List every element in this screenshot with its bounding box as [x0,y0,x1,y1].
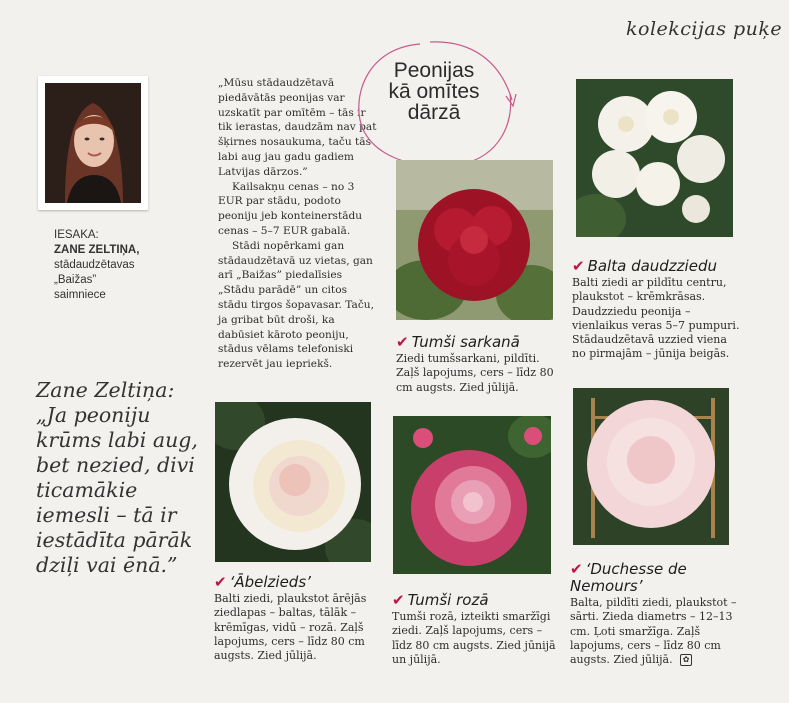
title-line-2: kā omītes [388,80,480,103]
intro-paragraph-2: Kailsakņu cenas – no 3 EUR par stādu, podoto peoniju jeb konteinerstādu cenas – 5–7 EUR gabalā. [218,180,363,237]
check-icon: ✔ [214,573,227,591]
check-icon: ✔ [396,333,409,351]
caption-duchesse [570,561,740,667]
title-line-3: dārzā [407,101,461,124]
advisor-label: IESAKA: [54,229,99,241]
caption-white-multi [572,258,742,362]
advisor-portrait [38,76,148,210]
portrait-image [45,83,141,203]
advisor-name: ZANE ZELTIŅA, [54,244,140,256]
variety-name: Tumši sarkanā [411,333,520,351]
check-icon: ✔ [392,591,405,609]
title-line-1: Peonijas [393,59,475,82]
photo-duchesse-peony [573,388,729,545]
intro-paragraph-3: Stādi nopērkami gan stādaudzētavā uz vietas, gan arī „Baižas” piedalīsies „Stādu parādē” un citos stādu tirgos šopavasar. Taču, ja gribat būt droši, ka dabūsiet kāroto peoniju, stādus vēlams telefoniski rezervēt jau iepriekš. [218,239,374,371]
photo-dark-red-peony [396,160,553,320]
variety-description: Balta, pildīti ziedi, plaukstot – sārti. Zieda diametrs – 12–13 cm. Ļoti smaržīga. Zaļš lapojums, cers – līdz 80 cm augsts. Zied jūlijā. [570,596,737,667]
variety-description: Balti ziedi ar pildītu centru, plaukstot – krēmkrāsas. Daudzziedu peonija – vienlaikus veras 5–7 pumpuri. Stādaudzētavā uzzied viena no pirmajām – jūnija beigās. [572,276,740,361]
variety-title-duchesse [570,561,740,595]
variety-title-dark-red [396,334,556,351]
caption-dark-red [396,334,556,395]
caption-dark-pink [392,592,557,667]
photo-dark-pink-peony [393,416,551,574]
variety-title-dark-pink [392,592,557,609]
quote-text: „Ja peoniju krūms labi aug, bet nezied, divi ticamākie iemesli – tā ir iestādīta pārāk dziļi vai ēnā.” [36,403,198,577]
advisor-role-3: saimniece [54,289,106,301]
intro-paragraph-1: „Mūsu stādaudzētavā piedāvātās peonijas var uzskatīt par omītēm – tās ir tik ierastas, daudzām nav pat šķirnes nosaukuma, taču tās labi aug jau gadu gadiem Latvijas dārzos.” [218,77,377,178]
quote-author: Zane Zeltiņa: [36,378,175,402]
variety-title-white-multi [572,258,742,275]
photo-white-multi-peony [576,79,733,237]
variety-name: Balta daudzziedu [587,257,717,275]
end-mark-icon: ✿ [680,654,692,666]
variety-name: ‘Ābelzieds’ [229,573,311,591]
variety-description: Balti ziedi, plaukstot ārējās ziedlapas – baltas, tālāk – krēmīgas, vidū – rozā. Zaļš lapojums, cers – līdz 80 cm augsts. Zied jūlijā. [214,592,367,663]
pull-quote [36,378,216,578]
variety-title-abelzieds [214,574,379,591]
check-icon: ✔ [572,257,585,275]
advisor-name-text: ZANE ZELTIŅA [54,244,137,256]
variety-description: Tumši rozā, izteikti smaržīgi ziedi. Zaļš lapojums, cers – līdz 80 cm augsts. Zied jūnijā un jūlijā. [392,610,556,666]
caption-abelzieds [214,574,379,663]
photo-abelzieds-peony [215,402,371,562]
variety-name: Tumši rozā [407,591,489,609]
advisor-role-2: „Baižas” [54,274,97,286]
variety-description: Ziedi tumšsarkani, pildīti. Zaļš lapojums, cers – līdz 80 cm augsts. Zied jūlijā. [396,352,554,394]
section-tag: kolekcijas puķe [626,18,783,40]
advisor-info [54,228,139,303]
variety-name: ‘Duchesse de Nemours’ [570,560,687,595]
advisor-role-1: stādaudzētavas [54,259,135,271]
article-title [372,60,496,123]
check-icon: ✔ [570,560,583,578]
